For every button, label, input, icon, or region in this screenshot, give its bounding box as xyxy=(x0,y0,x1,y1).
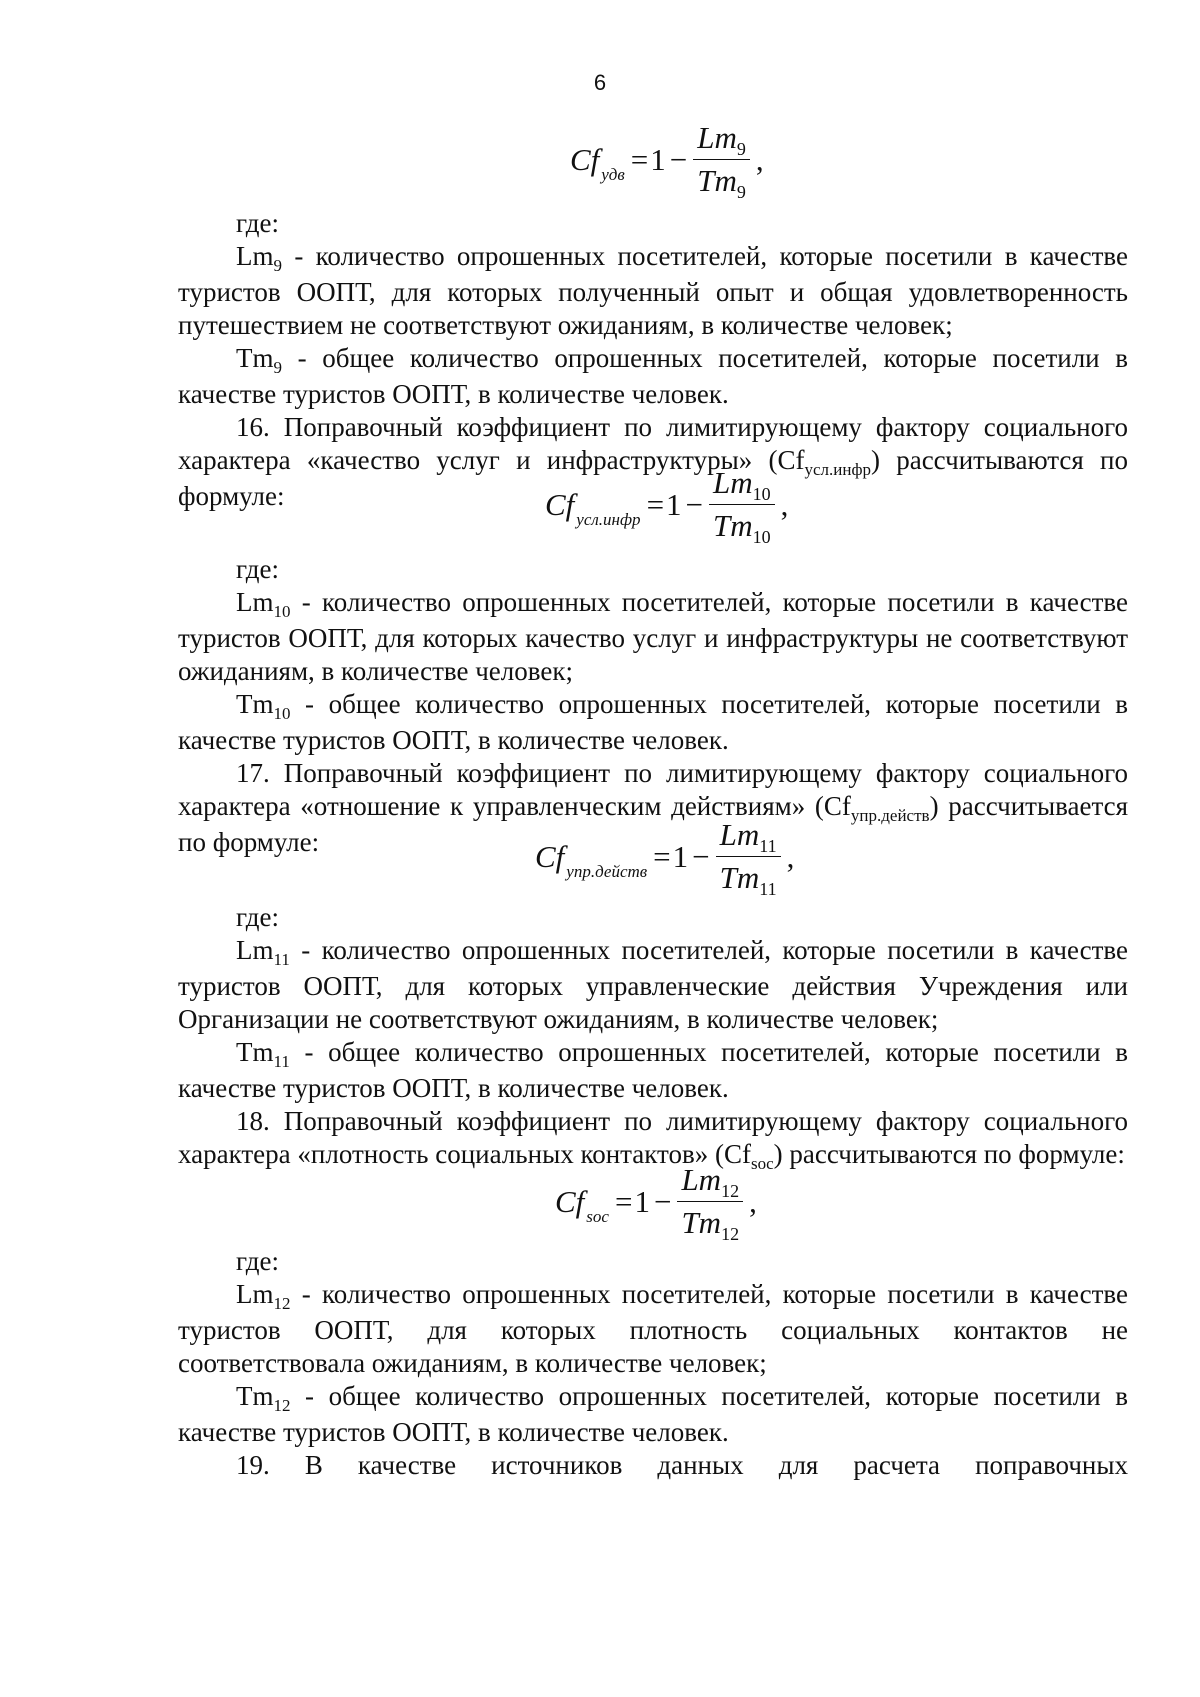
numerator-index: 10 xyxy=(752,484,771,504)
symbol-tm: Tm xyxy=(236,1381,274,1411)
definition-lm10 xyxy=(178,586,1128,688)
symbol-lm: Lm xyxy=(236,1279,274,1309)
definition-tm9 xyxy=(178,342,1128,411)
symbol-index: 11 xyxy=(273,950,290,969)
paragraph-text: 17. Поправочный коэффициент по лимитирующему фактору социального характера «отношение к управленческим действиям» (Cf xyxy=(178,758,1128,821)
symbol-index: 10 xyxy=(273,704,291,723)
symbol-tm: Tm xyxy=(236,343,274,373)
symbol-index: 11 xyxy=(273,1052,290,1071)
minus-sign: − xyxy=(669,141,688,177)
denominator-index: 10 xyxy=(752,527,771,547)
symbol-tm: Tm xyxy=(236,689,274,719)
numerator-index: 12 xyxy=(721,1181,740,1201)
definition-lm11 xyxy=(178,934,1128,1036)
formula-lhs: Cf xyxy=(555,1183,585,1219)
symbol-index: 10 xyxy=(273,602,291,621)
inline-subscript: soc xyxy=(750,1154,774,1173)
text-block-4 xyxy=(178,1245,1128,1482)
symbol-lm: Lm xyxy=(236,241,274,271)
numerator-index: 11 xyxy=(759,836,777,856)
paragraph-text: 18. Поправочный коэффициент по лимитирующему фактору социального характера «плотность социальных контактов» (Cf xyxy=(178,1106,1128,1169)
paragraph-text: ) рассчитываются по формуле: xyxy=(773,1139,1125,1169)
inline-subscript: упр.действ xyxy=(850,806,930,825)
symbol-index: 9 xyxy=(273,256,282,275)
formula-comma: , xyxy=(780,486,789,522)
denominator: Tm xyxy=(719,860,760,895)
definition-text: - общее количество опрошенных посетителей, которые посетили в качестве туристов ООПТ, в количестве человек. xyxy=(178,1381,1128,1447)
minus-sign: − xyxy=(685,486,704,522)
symbol-index: 9 xyxy=(273,358,282,377)
fraction xyxy=(693,120,750,202)
definition-text: - общее количество опрошенных посетителей, которые посетили в качестве туристов ООПТ, в количестве человек. xyxy=(178,689,1128,755)
definition-text: - общее количество опрошенных посетителей, которые посетили в качестве туристов ООПТ, в количестве человек. xyxy=(178,1037,1128,1103)
formula-cf-upr-deistv xyxy=(535,817,795,899)
fraction xyxy=(677,1162,743,1244)
formula-lhs-subscript: усл.инфр xyxy=(576,509,641,529)
numerator: Lm xyxy=(681,1162,722,1197)
symbol-index: 12 xyxy=(273,1294,291,1313)
formula-comma: , xyxy=(786,838,795,874)
formula-lhs-subscript: упр.действ xyxy=(566,861,648,881)
formula-cf-usl-infr xyxy=(545,465,789,547)
formula-lhs-subscript: soc xyxy=(586,1206,609,1226)
definition-text: - общее количество опрошенных посетителей, которые посетили в качестве туристов ООПТ, в количестве человек. xyxy=(178,343,1128,409)
formula-one: 1 xyxy=(672,838,689,874)
paragraph-19: 19. В качестве источников данных для расчета поправочных xyxy=(236,1450,1128,1480)
where-label: где: xyxy=(236,1246,279,1276)
equals-sign: = xyxy=(653,838,671,874)
formula-one: 1 xyxy=(650,141,666,177)
definition-lm9 xyxy=(178,240,1128,342)
denominator: Tm xyxy=(697,163,737,198)
text-block-3 xyxy=(178,901,1128,1174)
equals-sign: = xyxy=(614,1183,633,1219)
formula-lhs: Cf xyxy=(545,486,575,522)
where-label: где: xyxy=(236,208,279,238)
denominator-index: 11 xyxy=(759,879,777,899)
denominator-index: 12 xyxy=(721,1224,740,1244)
formula-lhs: Cf xyxy=(535,838,565,874)
definition-lm12 xyxy=(178,1278,1128,1380)
formula-lhs-subscript: удв xyxy=(601,164,625,184)
definition-tm10 xyxy=(178,688,1128,757)
inline-subscript: усл.инфр xyxy=(804,460,871,479)
denominator-index: 9 xyxy=(736,182,746,202)
formula-one: 1 xyxy=(634,1183,650,1219)
denominator: Tm xyxy=(713,508,753,543)
denominator: Tm xyxy=(681,1205,722,1240)
definition-tm12 xyxy=(178,1380,1128,1449)
equals-sign: = xyxy=(646,486,665,522)
symbol-lm: Lm xyxy=(236,587,274,617)
symbol-index: 12 xyxy=(273,1396,291,1415)
paragraph-text: 16. Поправочный коэффициент по лимитирующему фактору социального характера «качество услуг и инфраструктуры» (Cf xyxy=(178,412,1128,475)
definition-text: - количество опрошенных посетителей, которые посетили в качестве туристов ООПТ, для которых плотность социальных контактов не соответствовала ожиданиям, в количестве человек; xyxy=(178,1279,1128,1378)
fraction xyxy=(709,465,775,547)
numerator-index: 9 xyxy=(736,139,746,159)
where-label: где: xyxy=(236,554,279,584)
definition-text: - количество опрошенных посетителей, которые посетили в качестве туристов ООПТ, для которых качество услуг и инфраструктуры не соответствуют ожиданиям, в количестве человек; xyxy=(178,587,1128,686)
formula-one: 1 xyxy=(666,486,682,522)
formula-comma: , xyxy=(749,1183,757,1219)
numerator: Lm xyxy=(697,120,737,155)
formula-cf-soc xyxy=(555,1162,757,1244)
numerator: Lm xyxy=(719,817,760,852)
formula-lhs: Cf xyxy=(570,141,600,177)
where-label: где: xyxy=(236,902,279,932)
symbol-lm: Lm xyxy=(236,935,274,965)
formula-comma: , xyxy=(755,141,764,177)
symbol-tm: Tm xyxy=(236,1037,274,1067)
paragraph-text: ) рассчитывается по формуле: xyxy=(178,791,1128,857)
minus-sign: − xyxy=(692,838,710,874)
paragraph-text: ) рассчитываются по формуле: xyxy=(178,445,1129,511)
minus-sign: − xyxy=(653,1183,672,1219)
definition-tm11 xyxy=(178,1036,1128,1105)
formula-cf-udv xyxy=(570,120,764,202)
fraction xyxy=(716,817,781,899)
definition-text: - количество опрошенных посетителей, которые посетили в качестве туристов ООПТ, для которых полученный опыт и общая удовлетворенность путешествием не соответствуют ожиданиям, в количестве человек; xyxy=(178,241,1128,340)
definition-text: - количество опрошенных посетителей, которые посетили в качестве туристов ООПТ, для которых управленческие действия Учреждения или Организации не соответствуют ожиданиям, в количестве человек; xyxy=(178,935,1128,1034)
text-block-2 xyxy=(178,553,1128,859)
equals-sign: = xyxy=(630,141,649,177)
numerator: Lm xyxy=(713,465,753,500)
page-number: 6 xyxy=(593,70,607,95)
